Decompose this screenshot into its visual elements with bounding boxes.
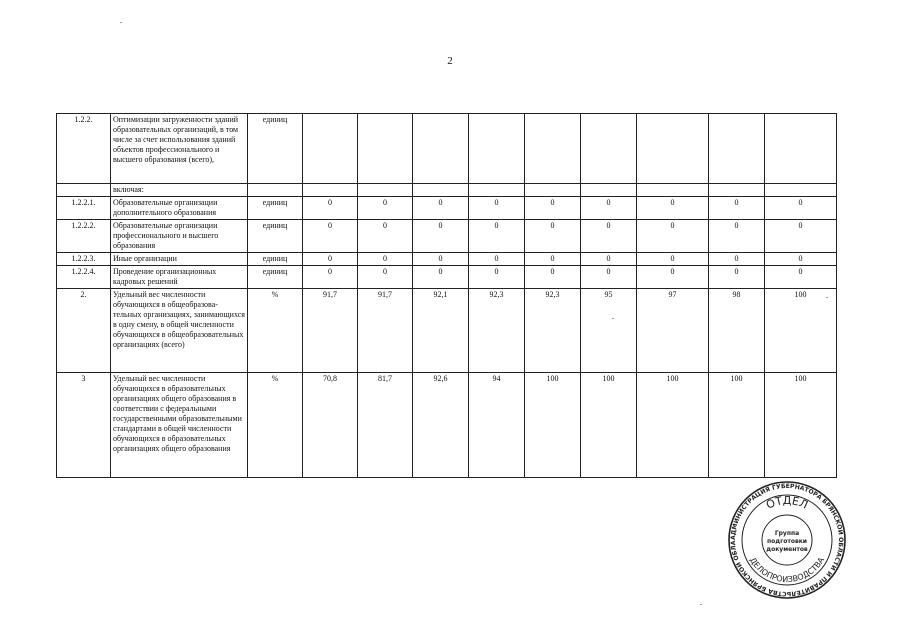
unit-cell: единиц	[248, 114, 303, 184]
value-cell: 95	[581, 289, 637, 373]
scan-speck	[120, 22, 122, 23]
row-number-cell: 1.2.2.3.	[57, 253, 111, 266]
page-number: 2	[447, 55, 453, 67]
value-cell	[413, 114, 469, 184]
indicator-name-cell: Образовательные организации профессионального и высшего образования	[111, 220, 248, 253]
value-cell: 0	[637, 197, 709, 220]
value-cell: 100	[765, 289, 837, 373]
value-cell: 0	[303, 220, 358, 253]
value-cell	[637, 184, 709, 197]
value-cell	[413, 184, 469, 197]
indicator-name-cell: Образовательные организации дополнительного образования	[111, 197, 248, 220]
indicators-table	[56, 113, 837, 478]
value-cell: 0	[765, 266, 837, 289]
value-cell: 0	[525, 253, 581, 266]
indicator-name-cell: Оптимизации загруженности зданий образовательных организаций, в том числе за счет использования зданий объектов профессионального и высшего образования (всего),	[111, 114, 248, 184]
value-cell: 92,6	[413, 373, 469, 478]
unit-cell: единиц	[248, 253, 303, 266]
value-cell: 91,7	[303, 289, 358, 373]
table-row	[57, 253, 837, 266]
stamp-center-line-3: документов	[766, 546, 808, 553]
value-cell	[581, 114, 637, 184]
value-cell	[358, 114, 413, 184]
indicator-name-cell: Удельный вес численности обучающихся в образовательных организациях общего образования в соответствии с федеральными государственными образовательными стандартами в общей численности обучающихся в образовательных организациях общего образования	[111, 373, 248, 478]
value-cell: 0	[303, 266, 358, 289]
stamp-top-arc: ОТДЕЛ	[764, 493, 810, 512]
value-cell: 81,7	[358, 373, 413, 478]
row-number-cell: 1.2.2.4.	[57, 266, 111, 289]
value-cell	[358, 184, 413, 197]
indicator-name-cell: включая:	[111, 184, 248, 197]
value-cell: 0	[303, 253, 358, 266]
indicator-name-cell: Иные организации	[111, 253, 248, 266]
stamp-center-line-1: Группа	[774, 530, 800, 537]
value-cell: 0	[469, 266, 525, 289]
table-row	[57, 114, 837, 184]
indicator-name-cell: Проведение организационных кадровых решений	[111, 266, 248, 289]
table-row	[57, 373, 837, 478]
value-cell	[765, 184, 837, 197]
unit-cell	[248, 184, 303, 197]
value-cell: 100	[525, 373, 581, 478]
value-cell: 97	[637, 289, 709, 373]
value-cell: 0	[581, 266, 637, 289]
stamp-bottom-arc: ДЕЛОПРОИЗВОДСТВА	[747, 555, 827, 585]
value-cell: 0	[469, 220, 525, 253]
value-cell: 0	[765, 197, 837, 220]
value-cell: 0	[358, 253, 413, 266]
value-cell: 0	[358, 220, 413, 253]
value-cell	[469, 184, 525, 197]
value-cell: 91,7	[358, 289, 413, 373]
value-cell: 0	[581, 220, 637, 253]
value-cell: 0	[581, 253, 637, 266]
row-number-cell: 2.	[57, 289, 111, 373]
value-cell: 0	[413, 197, 469, 220]
unit-cell: %	[248, 289, 303, 373]
official-stamp	[727, 480, 847, 600]
value-cell: 100	[765, 373, 837, 478]
table-row	[57, 184, 837, 197]
value-cell	[303, 184, 358, 197]
value-cell	[637, 114, 709, 184]
value-cell: 0	[469, 253, 525, 266]
value-cell: 0	[525, 220, 581, 253]
value-cell: 92,3	[525, 289, 581, 373]
value-cell: 0	[303, 197, 358, 220]
value-cell: 0	[413, 220, 469, 253]
stamp-center-line-2: подготовки	[766, 538, 808, 545]
svg-text:ДЕЛОПРОИЗВОДСТВА	[748, 555, 826, 584]
indicator-name-cell: Удельный вес численности обучающихся в общеобразова-тельных организациях, занимающихся в одну смену, в общей численности обучающихся в общеобразовательных организациях (всего)	[111, 289, 248, 373]
value-cell: 0	[765, 253, 837, 266]
value-cell: 0	[413, 266, 469, 289]
value-cell: 94	[469, 373, 525, 478]
value-cell: 100	[581, 373, 637, 478]
scan-speck	[612, 318, 614, 319]
value-cell: 0	[765, 220, 837, 253]
value-cell: 92,1	[413, 289, 469, 373]
value-cell: 0	[469, 197, 525, 220]
unit-cell: единиц	[248, 266, 303, 289]
value-cell: 0	[525, 266, 581, 289]
unit-cell: единиц	[248, 220, 303, 253]
value-cell: 0	[525, 197, 581, 220]
value-cell: 100	[709, 373, 765, 478]
svg-text:ОТДЕЛ	[764, 494, 810, 512]
value-cell: 0	[581, 197, 637, 220]
table-row	[57, 197, 837, 220]
table-row	[57, 289, 837, 373]
value-cell	[525, 184, 581, 197]
table-row	[57, 220, 837, 253]
row-number-cell: 3	[57, 373, 111, 478]
value-cell: 0	[637, 266, 709, 289]
value-cell: 0	[637, 220, 709, 253]
value-cell	[709, 114, 765, 184]
value-cell: 0	[709, 266, 765, 289]
value-cell: 0	[709, 197, 765, 220]
stamp-ring-text: АДМИНИСТРАЦИЯ ГУБЕРНАТОРА БРЯНСКОЙ ОБЛАСТИ И ПРАВИТЕЛЬСТВА БРЯНСКОЙ ОБЛА	[729, 482, 845, 598]
value-cell: 0	[413, 253, 469, 266]
value-cell	[525, 114, 581, 184]
value-cell	[469, 114, 525, 184]
value-cell	[303, 114, 358, 184]
value-cell: 0	[358, 266, 413, 289]
scan-speck	[700, 604, 702, 605]
value-cell	[709, 184, 765, 197]
value-cell: 98	[709, 289, 765, 373]
row-number-cell: 1.2.2.1.	[57, 197, 111, 220]
value-cell	[765, 114, 837, 184]
value-cell: 0	[709, 253, 765, 266]
value-cell: 70,8	[303, 373, 358, 478]
table-row	[57, 266, 837, 289]
value-cell: 100	[637, 373, 709, 478]
value-cell	[581, 184, 637, 197]
value-cell: 0	[358, 197, 413, 220]
value-cell: 92,3	[469, 289, 525, 373]
unit-cell: %	[248, 373, 303, 478]
value-cell: 0	[637, 253, 709, 266]
value-cell: 0	[709, 220, 765, 253]
row-number-cell	[57, 184, 111, 197]
scan-speck	[826, 297, 828, 298]
row-number-cell: 1.2.2.2.	[57, 220, 111, 253]
unit-cell: единиц	[248, 197, 303, 220]
row-number-cell: 1.2.2.	[57, 114, 111, 184]
